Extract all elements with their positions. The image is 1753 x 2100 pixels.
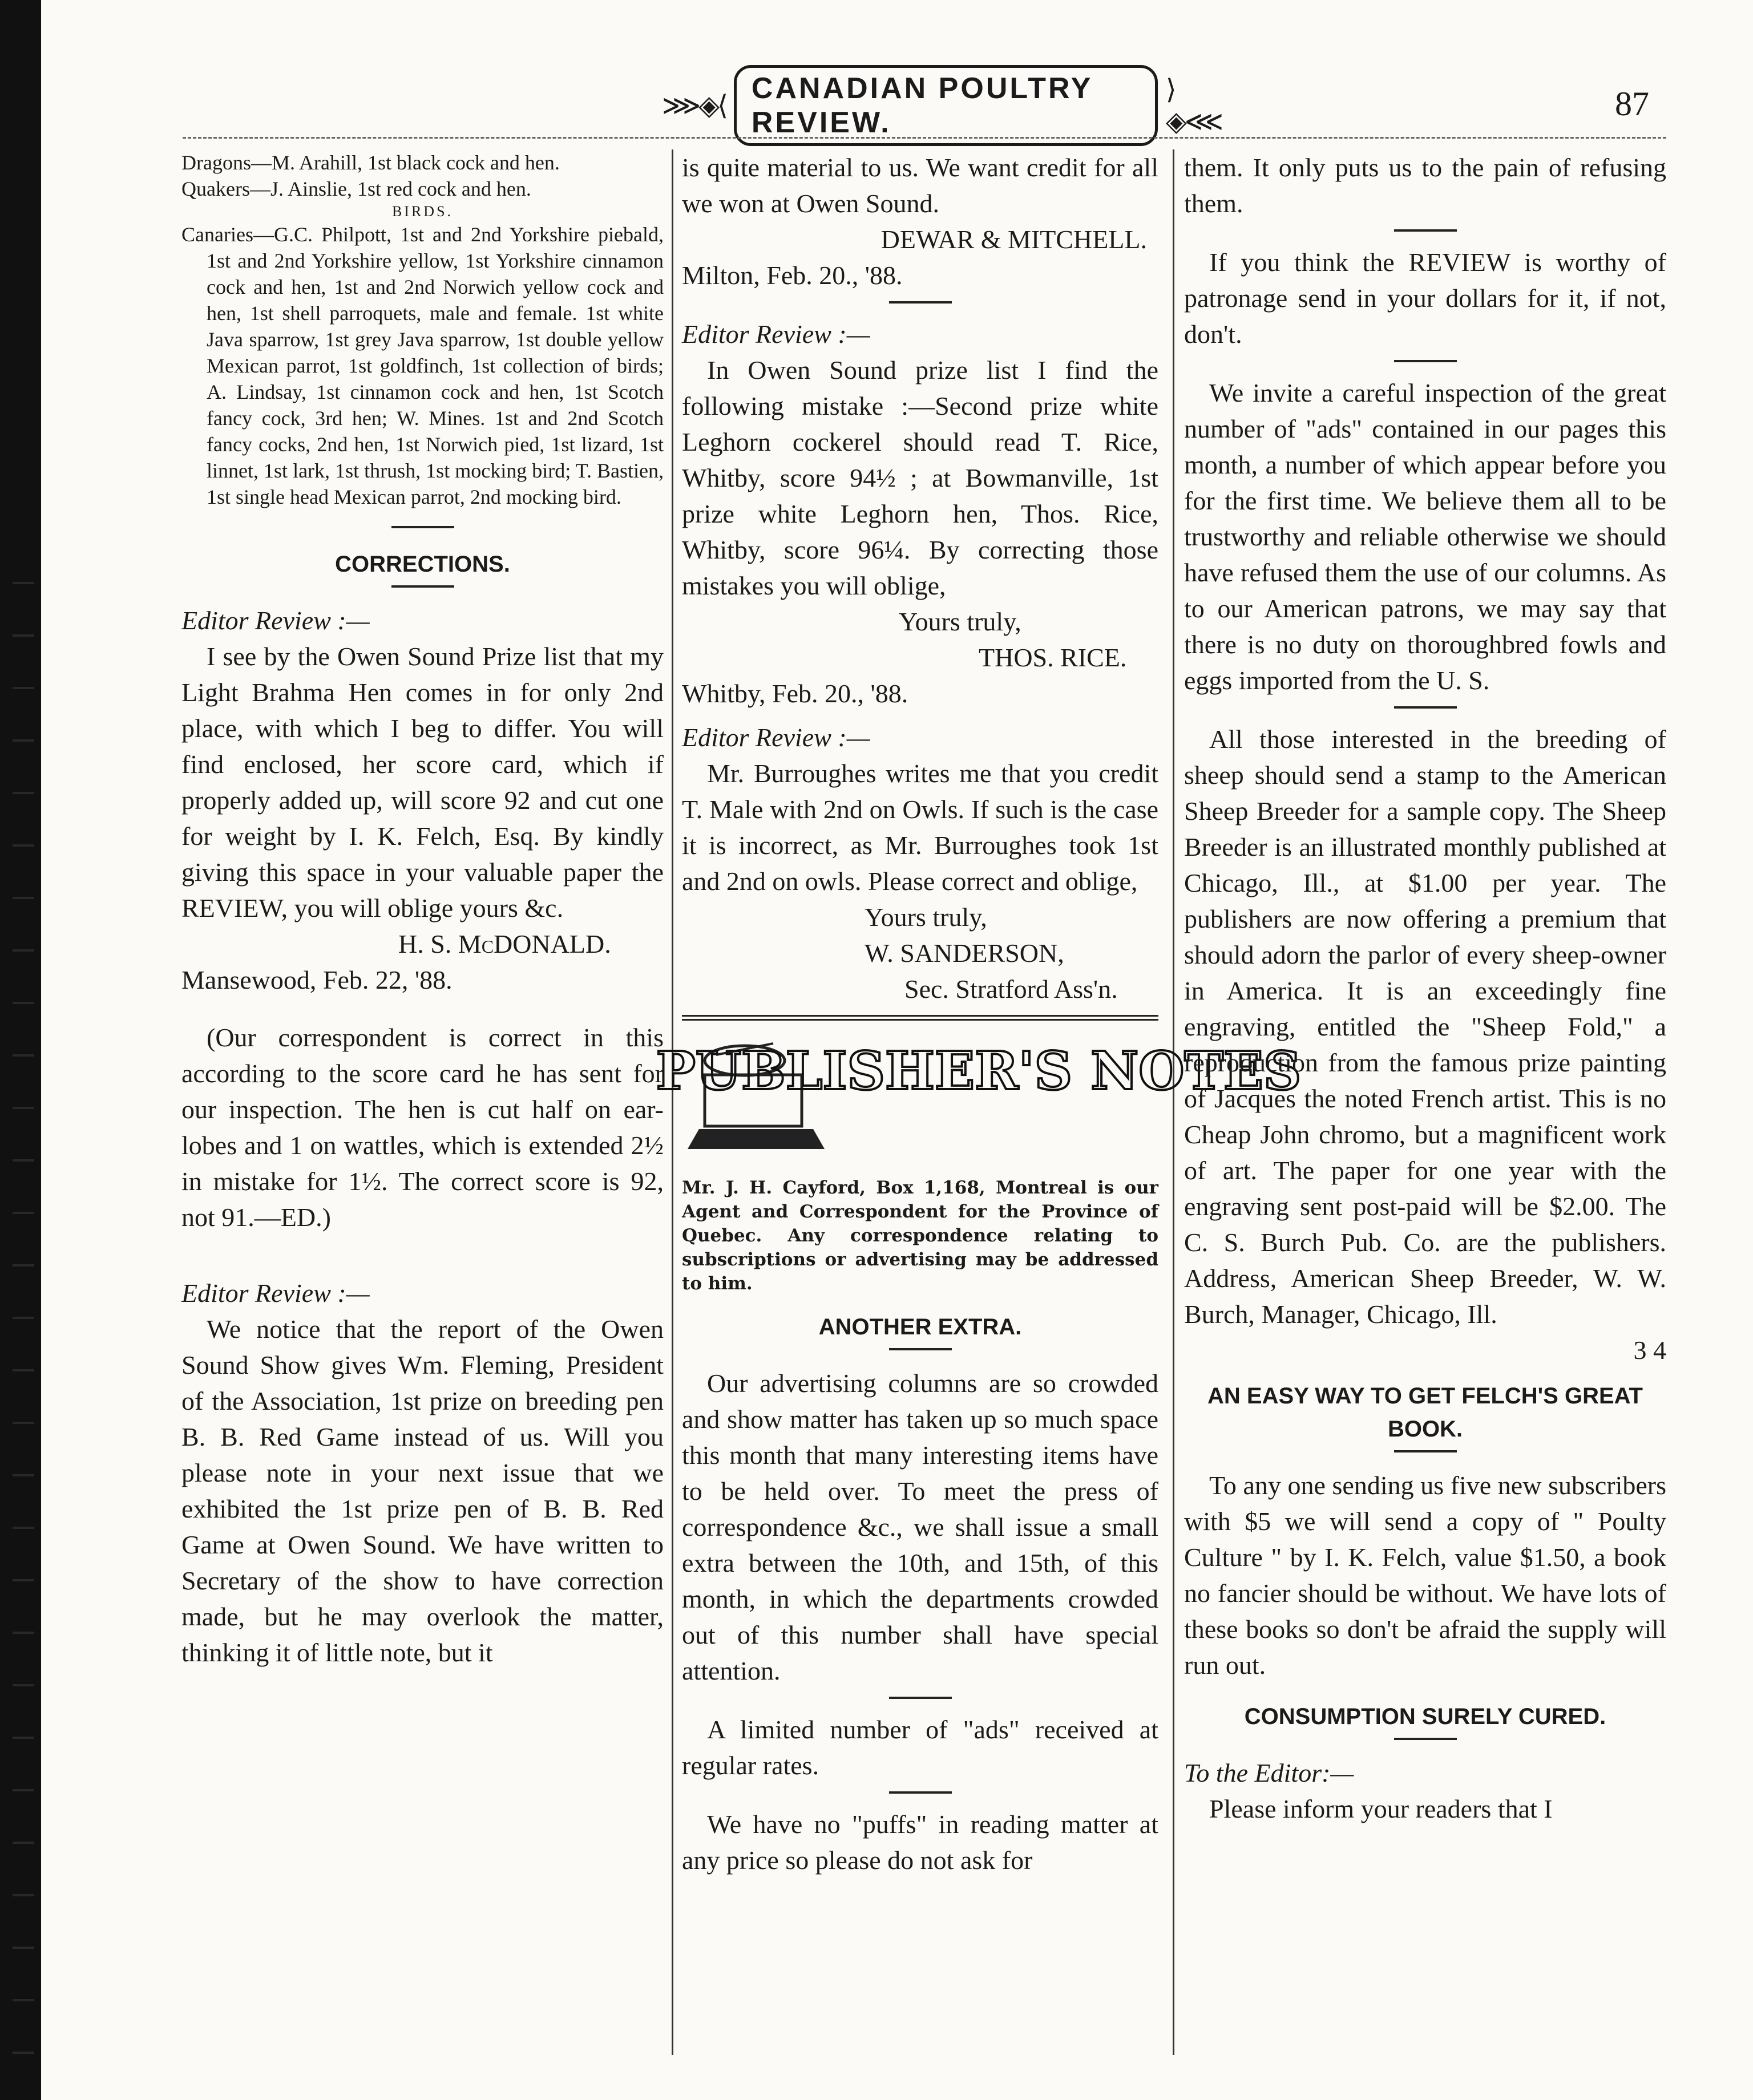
section-separator xyxy=(391,585,454,588)
letter-signature-title: Sec. Stratford Ass'n. xyxy=(904,974,1118,1004)
letter-salutation: Editor Review :— xyxy=(181,1278,370,1308)
publishers-notes-banner xyxy=(656,1015,1302,1169)
prize-list-quakers: Quakers—J. Ainslie, 1st red cock and hen. xyxy=(181,177,531,200)
section-separator xyxy=(1394,706,1457,709)
publication-title: CANADIAN POULTRY REVIEW. xyxy=(734,65,1158,146)
header-rule xyxy=(183,137,1666,139)
section-separator xyxy=(1394,1450,1457,1452)
column-divider xyxy=(1173,149,1174,2055)
worthy-note: If you think the REVIEW is worthy of patronage send in your dollars for it, if not, don't. xyxy=(1184,248,1666,349)
felch-heading: AN EASY WAY TO GET FELCH'S GREAT BOOK. xyxy=(1207,1383,1643,1442)
corrections-heading: CORRECTIONS. xyxy=(335,552,510,577)
puffs-note-continued: them. It only puts us to the pain of refusing them. xyxy=(1184,153,1666,218)
section-separator xyxy=(889,1348,952,1350)
section-separator xyxy=(889,1697,952,1699)
column-1 xyxy=(181,149,664,2055)
ornament-left-icon: ⋙◈⟨ xyxy=(662,91,726,121)
consumption-body: Please inform your readers that I xyxy=(1209,1794,1553,1823)
section-separator xyxy=(889,301,952,304)
letter-closing: Yours truly, xyxy=(865,903,987,932)
section-separator xyxy=(1394,229,1457,232)
consumption-heading: CONSUMPTION SURELY CURED. xyxy=(1244,1704,1606,1729)
letter-body: Mr. Burroughes writes me that you credit T. Male with 2nd on Owls. If such is the case it is incorrect, as Mr. Burroughes took 1st and 2nd on owls. Please correct and oblige, xyxy=(682,759,1158,896)
publishers-notes-illustration xyxy=(656,1021,1302,1163)
another-extra-body: Our advertising columns are so crowded and show matter has taken up so much space this month that many interesting items have to be held over. To meet the press of correspondence &c., we shall issue a small extra between the 10th, and 15th, of this month, in which the departments crowded out of this number shall have special attention. xyxy=(682,1369,1158,1685)
page-number: 87 xyxy=(1615,85,1649,123)
letter-body: We notice that the report of the Owen Sound Show gives Wm. Fleming, President of the Association, 1st prize on breeding pen B. B. Red Game instead of us. Will you please note in your next issue that we exhibited the 1st prize pen of B. B. Red Game at Owen Sound. We have written to Secretary of the show to have correction made, but he may overlook the matter, thinking it of little note, but it xyxy=(181,1314,664,1667)
letter-closing: Yours truly, xyxy=(899,607,1021,636)
banner-text: PUBLISHER'S NOTES xyxy=(656,1040,1302,1102)
prize-list-canaries: Canaries—G.C. Philpott, 1st and 2nd Yorkshire piebald, 1st and 2nd Yorkshire yellow, 1st Yorkshire cinnamon cock and hen, 1st and 2nd Norwich yellow cock and hen, 1st shell parroquets, male and female. 1st white Java sparrow, 1st grey Java sparrow, 1st double yellow Mexican parrot, 1st goldfinch, 1st collection of birds; A. Lindsay, 1st cinnamon cock and hen, 1st Scotch fancy cock, 3rd hen; W. Mines. 1st and 2nd Scotch fancy cocks, 2nd hen, 1st Norwich pied, 1st lizard, 1st linnet, 1st lark, 1st thrush, 1st mocking bird; T. Bastien, 1st single head Mexican parrot, 2nd mocking bird. xyxy=(181,223,664,508)
ads-note: A limited number of "ads" received at regular rates. xyxy=(682,1715,1158,1780)
letter-place-date: Mansewood, Feb. 22, '88. xyxy=(181,965,453,994)
section-separator xyxy=(1394,1738,1457,1740)
felch-body: To any one sending us five new subscribers with $5 we will send a copy of " Poulty Culture " by I. K. Felch, value $1.50, a book no fancier should be without. We have lots of these books so don't be afraid the supply will run out. xyxy=(1184,1471,1666,1680)
letter-signature: THOS. RICE. xyxy=(979,643,1127,672)
letter-salutation: Editor Review :— xyxy=(682,723,870,752)
ads-inspection-note: We invite a careful inspection of the great number of "ads" contained in our pages this month, a number of which appear before you for the first time. We believe them all to be trustworthy and reliable otherwise we should have refused them the use of our columns. As to our American patrons, we may say that there is no duty on thoroughbred fowls and eggs imported from the U. S. xyxy=(1184,378,1666,695)
letter-signature: H. S. McDONALD. xyxy=(398,929,611,958)
letter-salutation: Editor Review :— xyxy=(682,319,870,349)
sheep-breeder-notice: All those interested in the breeding of sheep should send a stamp to the American Sheep Breeder for a sample copy. The Sheep Breeder is an illustrated monthly published at Chicago, Ill., at $1.00 per year. The publishers are now offering a premium that should adorn the parlor of every sheep-owner in America. It is an exceedingly fine engraving, entitled the "Sheep Fold," a reproduction from the famous prize painting of Jacques the noted French artist. This is no Cheap John chromo, but a magnificent work of art. The paper for one year with the engraving sent post-paid will be $2.00. The C. S. Burch Pub. Co. are the publishers. Address, American Sheep Breeder, W. W. Burch, Manager, Chicago, Ill. xyxy=(1184,725,1666,1329)
editor-note: (Our correspondent is correct in this according to the score card he has sent for our inspection. The hen is cut half on ear-lobes and 1 on wattles, which is extended 2½ in mistake for 1½. The correct score is 92, not 91.—ED.) xyxy=(181,1023,664,1232)
letter-place-date: Milton, Feb. 20., '88. xyxy=(682,261,903,290)
another-extra-heading: ANOTHER EXTRA. xyxy=(818,1314,1022,1340)
section-separator xyxy=(391,526,454,528)
birds-subheading: BIRDS. xyxy=(391,203,454,220)
prize-list-dragons: Dragons—M. Arahill, 1st black cock and hen. xyxy=(181,151,560,174)
agent-notice: Mr. J. H. Cayford, Box 1,168, Montreal is our Agent and Correspondent for the Province of Quebec. Any correspondence relating to subscriptions or advertising may be addressed to him. xyxy=(682,1178,1158,1294)
letter-signature: DEWAR & MITCHELL. xyxy=(880,225,1147,254)
letter-body-continued: is quite material to us. We want credit for all we won at Owen Sound. xyxy=(682,153,1158,218)
letter-salutation: Editor Review :— xyxy=(181,606,370,635)
column-3 xyxy=(1184,149,1666,2055)
letter-place-date: Whitby, Feb. 20., '88. xyxy=(682,679,908,708)
scan-edge xyxy=(0,0,41,2100)
sheep-ad-code: 3 4 xyxy=(1633,1336,1666,1365)
letter-body: I see by the Owen Sound Prize list that my Light Brahma Hen comes in for only 2nd place, with which I beg to differ. You will find enclosed, her score card, which if properly added up, will score 92 and cut one for weight by I. K. Felch, Esq. By kindly giving this space in your valuable paper the REVIEW, you will oblige yours &c. xyxy=(181,642,664,922)
section-separator xyxy=(889,1791,952,1794)
letter-signature: W. SANDERSON, xyxy=(865,938,1064,968)
masthead xyxy=(662,74,1221,137)
section-separator xyxy=(1394,360,1457,362)
letter-body: In Owen Sound prize list I find the following mistake :—Second prize white Leghorn cockerel should read T. Rice, Whitby, score 94½ ; at Bowmanville, 1st prize white Leghorn hen, Thos. Rice, Whitby, score 96¼. By correcting those mistakes you will oblige, xyxy=(682,355,1158,600)
puffs-note: We have no "puffs" in reading matter at any price so please do not ask for xyxy=(682,1810,1158,1875)
ornament-right-icon: ⟩◈⋘ xyxy=(1165,75,1221,137)
column-divider xyxy=(672,149,673,2055)
letter-salutation: To the Editor:— xyxy=(1184,1758,1354,1787)
